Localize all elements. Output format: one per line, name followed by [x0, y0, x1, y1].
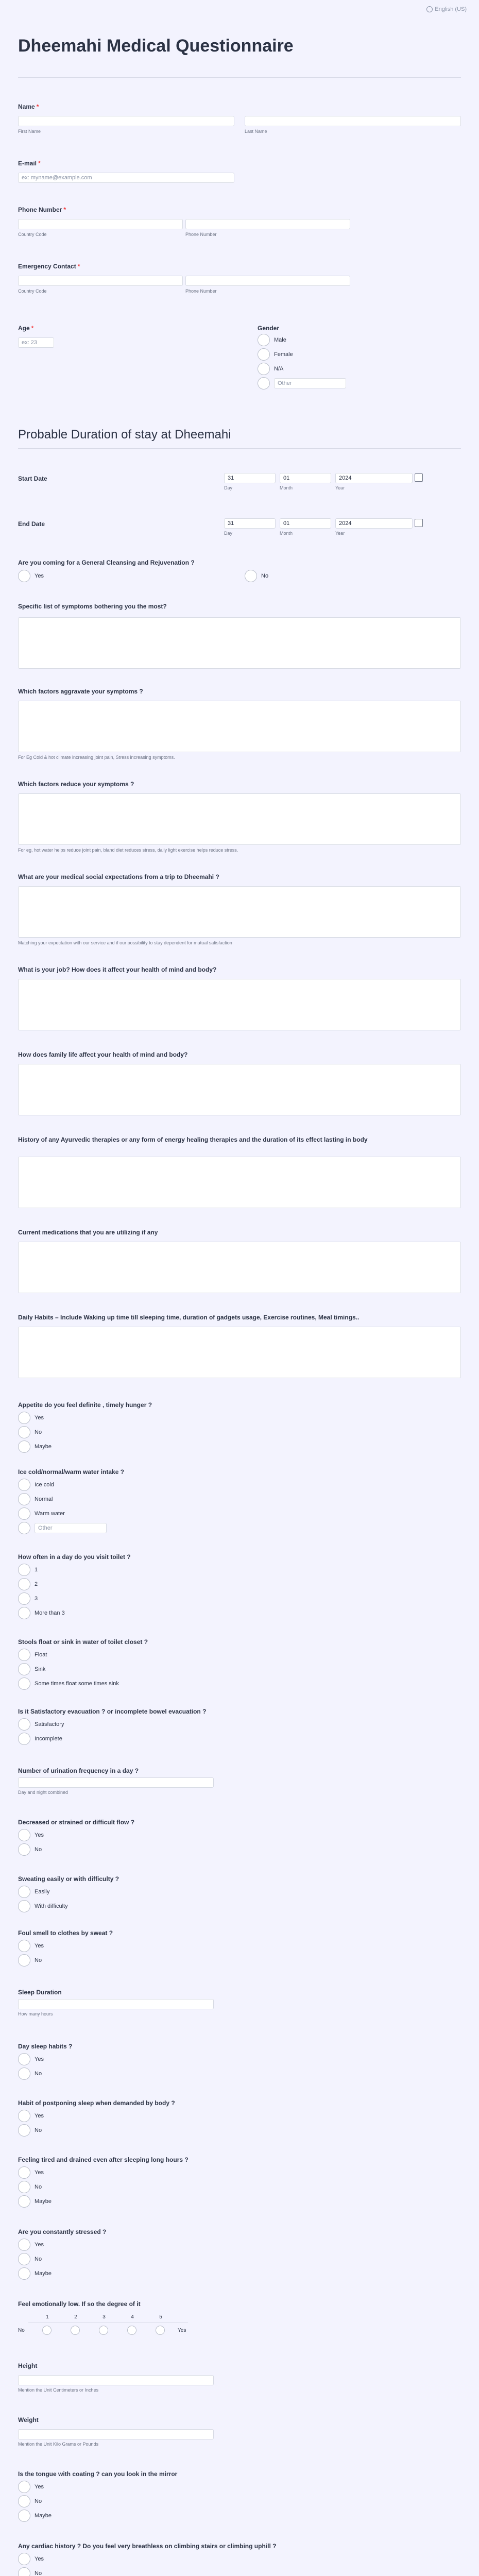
radio-icon[interactable] — [18, 1663, 30, 1675]
start-date-label: Start Date — [18, 475, 47, 482]
gender-option-male[interactable]: Male — [258, 334, 286, 346]
family-label: How does family life affect your health of mind and body? — [18, 1051, 188, 1058]
sweating-option-easily[interactable]: Easily — [18, 1886, 49, 1898]
name-label: Name * — [18, 103, 39, 110]
radio-icon[interactable] — [18, 2567, 30, 2576]
radio-icon[interactable] — [18, 2067, 30, 2080]
sweating-label: Sweating easily or with difficulty ? — [18, 1875, 119, 1883]
ice-option-other[interactable]: Other — [18, 1522, 107, 1534]
weight-input[interactable] — [18, 2429, 214, 2439]
emergency-number-input[interactable] — [185, 276, 350, 286]
weight-hint: Mention the Unit Kilo Grams or Pounds — [18, 2442, 99, 2447]
stressed-label: Are you constantly stressed ? — [18, 2228, 107, 2235]
day-sleep-label: Day sleep habits ? — [18, 2043, 73, 2050]
urination-hint: Day and night combined — [18, 1790, 69, 1795]
gender-option-other[interactable]: Other — [258, 377, 346, 389]
start-month-input[interactable]: 01 — [280, 473, 331, 483]
scale-option-5[interactable] — [156, 2326, 165, 2335]
toilet-option-more[interactable]: More than 3 — [18, 1607, 65, 1619]
radio-icon[interactable] — [18, 2553, 30, 2565]
language-label: English (US) — [435, 6, 467, 12]
ice-option-normal[interactable]: Normal — [18, 1493, 53, 1505]
end-year-input[interactable]: 2024 — [335, 518, 413, 529]
divider — [18, 448, 461, 449]
end-month-sublabel: Month — [280, 531, 293, 536]
tongue-option-yes[interactable]: Yes — [18, 2481, 44, 2493]
radio-icon[interactable] — [18, 2239, 30, 2251]
radio-icon[interactable] — [18, 2253, 30, 2265]
decreased-flow-label: Decreased or strained or difficult flow ? — [18, 1819, 135, 1826]
emergency-country-input[interactable] — [18, 276, 183, 286]
first-name-sublabel: First Name — [18, 129, 41, 134]
height-hint: Mention the Unit Centimeters or Inches — [18, 2387, 99, 2393]
age-input[interactable]: ex: 23 — [18, 337, 54, 348]
start-year-sublabel: Year — [335, 485, 345, 490]
radio-icon[interactable] — [258, 334, 270, 346]
first-name-input[interactable] — [18, 116, 234, 126]
last-name-sublabel: Last Name — [245, 129, 267, 134]
scale-option-3[interactable] — [99, 2326, 108, 2335]
stressed-option-maybe[interactable]: Maybe — [18, 2267, 52, 2280]
end-day-sublabel: Day — [224, 531, 233, 536]
toilet-option-1[interactable]: 1 — [18, 1564, 38, 1576]
radio-icon[interactable] — [18, 1440, 30, 1453]
radio-icon[interactable] — [18, 1412, 30, 1424]
radio-icon[interactable] — [18, 1649, 30, 1661]
habits-label: Daily Habits – Include Waking up time till sleeping time, duration of gadgets usage, Exercise routines, Meal timings.. — [18, 1314, 360, 1321]
appetite-option-yes[interactable]: Yes — [18, 1412, 44, 1424]
phone-number-input[interactable] — [185, 219, 350, 229]
radio-icon[interactable] — [156, 2326, 165, 2335]
general-cleansing-label: Are you coming for a General Cleansing and Rejuvenation ? — [18, 559, 195, 566]
stools-option-float[interactable]: Float — [18, 1649, 47, 1661]
globe-icon — [426, 6, 433, 12]
habits-textarea[interactable] — [18, 1327, 461, 1378]
radio-icon[interactable] — [18, 2510, 30, 2522]
tired-option-maybe[interactable]: Maybe — [18, 2195, 52, 2208]
evacuation-option-incomplete[interactable]: Incomplete — [18, 1733, 62, 1745]
duration-heading: Probable Duration of stay at Dheemahi — [18, 428, 231, 442]
scale-number: 2 — [74, 2314, 77, 2320]
tongue-label: Is the tongue with coating ? can you look in the mirror — [18, 2470, 178, 2478]
radio-icon[interactable] — [18, 1592, 30, 1605]
decreased-option-yes[interactable]: Yes — [18, 1829, 44, 1841]
emotional-label: Feel emotionally low. If so the degree of it — [18, 2300, 141, 2308]
language-selector[interactable] — [426, 6, 467, 12]
scale-option-1[interactable] — [42, 2326, 52, 2335]
scale-high-label: Yes — [178, 2328, 186, 2333]
tired-label: Feeling tired and drained even after sleeping long hours ? — [18, 2156, 189, 2163]
start-day-sublabel: Day — [224, 485, 233, 490]
radio-icon[interactable] — [18, 1426, 30, 1438]
sleep-duration-hint: How many hours — [18, 2011, 53, 2016]
start-day-input[interactable]: 31 — [224, 473, 276, 483]
emergency-label: Emergency Contact * — [18, 263, 80, 270]
radio-icon[interactable] — [18, 2110, 30, 2122]
height-input[interactable] — [18, 2375, 214, 2385]
day-sleep-option-yes[interactable]: Yes — [18, 2053, 44, 2065]
stools-label: Stools float or sink in water of toilet closet ? — [18, 1638, 148, 1646]
start-month-sublabel: Month — [280, 485, 293, 490]
reduce-hint: For eg, hot water helps reduce joint pain, bland diet reduces stress, daily light exercise helps reduce stress. — [18, 848, 238, 853]
radio-icon[interactable] — [71, 2326, 80, 2335]
radio-icon[interactable] — [18, 1493, 30, 1505]
sweating-option-difficulty[interactable]: With difficulty — [18, 1900, 68, 1912]
radio-icon[interactable] — [245, 570, 257, 582]
phone-number-sublabel: Phone Number — [185, 232, 217, 237]
phone-label: Phone Number * — [18, 206, 66, 213]
calendar-icon[interactable] — [415, 473, 423, 482]
scale-number: 5 — [159, 2314, 162, 2320]
appetite-option-no[interactable]: No — [18, 1426, 42, 1438]
postponing-option-no[interactable]: No — [18, 2124, 42, 2137]
email-input[interactable]: ex: myname@example.com — [18, 173, 234, 183]
radio-icon[interactable] — [18, 1578, 30, 1590]
radio-icon[interactable] — [18, 2166, 30, 2179]
evacuation-option-satisfactory[interactable]: Satisfactory — [18, 1718, 64, 1731]
toilet-label: How often in a day do you visit toilet ? — [18, 1553, 131, 1561]
medications-label: Current medications that you are utilizing if any — [18, 1229, 158, 1236]
last-name-input[interactable] — [245, 116, 461, 126]
cardiac-option-no[interactable]: No — [18, 2567, 42, 2576]
foul-option-yes[interactable]: Yes — [18, 1940, 44, 1952]
postponing-label: Habit of postponing sleep when demanded by body ? — [18, 2099, 175, 2107]
form-title: Dheemahi Medical Questionnaire — [18, 36, 294, 56]
expectations-hint: Matching your expectation with our service and if our possibility to stay dependent for mutual satisfaction — [18, 940, 232, 945]
history-label: History of any Ayurvedic therapies or any form of energy healing therapies and the duration of its effect lasting in body — [18, 1136, 368, 1143]
radio-icon[interactable] — [127, 2326, 136, 2335]
radio-icon[interactable] — [18, 1940, 30, 1952]
radio-icon[interactable] — [18, 1479, 30, 1491]
day-sleep-option-no[interactable]: No — [18, 2067, 42, 2080]
end-year-sublabel: Year — [335, 531, 345, 536]
radio-icon[interactable] — [258, 363, 270, 375]
scale-option-2[interactable] — [71, 2326, 80, 2335]
toilet-option-2[interactable]: 2 — [18, 1578, 38, 1590]
phone-country-sublabel: Country Code — [18, 232, 47, 237]
reduce-textarea[interactable] — [18, 793, 461, 845]
scale-low-label: No — [18, 2328, 25, 2333]
email-label: E-mail * — [18, 160, 41, 167]
aggravate-textarea[interactable] — [18, 701, 461, 752]
age-label: Age * — [18, 325, 34, 332]
radio-icon[interactable] — [18, 1607, 30, 1619]
medications-textarea[interactable] — [18, 1242, 461, 1293]
ice-option-warm[interactable]: Warm water — [18, 1507, 65, 1520]
general-option-no[interactable]: No — [245, 570, 268, 582]
radio-icon[interactable] — [18, 1677, 30, 1690]
emergency-number-sublabel: Phone Number — [185, 289, 217, 294]
appetite-option-maybe[interactable]: Maybe — [18, 1440, 52, 1453]
cardiac-label: Any cardiac history ? Do you feel very breathless on climbing stairs or climbing uphill ? — [18, 2543, 277, 2550]
tired-option-no[interactable]: No — [18, 2181, 42, 2193]
appetite-label: Appetite do you feel definite , timely hunger ? — [18, 1401, 152, 1409]
symptoms-textarea[interactable] — [18, 617, 461, 669]
tongue-option-no[interactable]: No — [18, 2495, 42, 2507]
radio-icon[interactable] — [18, 1564, 30, 1576]
tongue-option-maybe[interactable]: Maybe — [18, 2510, 52, 2522]
emergency-country-sublabel: Country Code — [18, 289, 47, 294]
radio-icon[interactable] — [99, 2326, 108, 2335]
sleep-duration-input[interactable] — [18, 1999, 214, 2009]
stools-option-sink[interactable]: Sink — [18, 1663, 45, 1675]
postponing-option-yes[interactable]: Yes — [18, 2110, 44, 2122]
expectations-textarea[interactable] — [18, 886, 461, 938]
stressed-option-yes[interactable]: Yes — [18, 2239, 44, 2251]
start-year-input[interactable]: 2024 — [335, 473, 413, 483]
radio-icon[interactable] — [18, 1522, 30, 1534]
aggravate-hint: For Eg Cold & hot climate increasing joint pain, Stress increasing symptoms. — [18, 755, 175, 760]
gender-option-na[interactable]: N/A — [258, 363, 283, 375]
toilet-option-3[interactable]: 3 — [18, 1592, 38, 1605]
radio-icon[interactable] — [18, 2124, 30, 2137]
radio-icon[interactable] — [18, 2053, 30, 2065]
radio-icon[interactable] — [42, 2326, 52, 2335]
stressed-option-no[interactable]: No — [18, 2253, 42, 2265]
general-option-yes[interactable]: Yes — [18, 570, 44, 582]
end-day-input[interactable]: 31 — [224, 518, 276, 529]
radio-icon[interactable] — [18, 1733, 30, 1745]
stools-option-sometimes[interactable]: Some times float some times sink — [18, 1677, 119, 1690]
expectations-label: What are your medical social expectations from a trip to Dheemahi ? — [18, 873, 219, 880]
scale-number: 1 — [46, 2314, 49, 2320]
radio-icon[interactable] — [18, 1900, 30, 1912]
urination-label: Number of urination frequency in a day ? — [18, 1767, 139, 1774]
job-textarea[interactable] — [18, 979, 461, 1030]
phone-country-input[interactable] — [18, 219, 183, 229]
gender-option-female[interactable]: Female — [258, 348, 293, 361]
radio-icon[interactable] — [18, 2481, 30, 2493]
foul-smell-label: Foul smell to clothes by sweat ? — [18, 1929, 113, 1937]
symptoms-label: Specific list of symptoms bothering you the most? — [18, 603, 167, 610]
radio-icon[interactable] — [18, 1843, 30, 1856]
aggravate-label: Which factors aggravate your symptoms ? — [18, 688, 143, 695]
radio-icon[interactable] — [18, 2181, 30, 2193]
divider — [18, 77, 461, 78]
radio-icon[interactable] — [18, 1954, 30, 1967]
evacuation-label: Is it Satisfactory evacuation ? or incomplete bowel evacuation ? — [18, 1708, 207, 1715]
form-card — [8, 21, 471, 2576]
job-label: What is your job? How does it affect your health of mind and body? — [18, 966, 217, 973]
decreased-option-no[interactable]: No — [18, 1843, 42, 1856]
radio-icon[interactable] — [18, 1718, 30, 1731]
reduce-label: Which factors reduce your symptoms ? — [18, 781, 134, 788]
cardiac-option-yes[interactable]: Yes — [18, 2553, 44, 2565]
sleep-duration-label: Sleep Duration — [18, 1989, 62, 1996]
radio-icon[interactable] — [18, 2495, 30, 2507]
radio-icon[interactable] — [18, 1507, 30, 1520]
radio-icon[interactable] — [18, 1829, 30, 1841]
end-date-label: End Date — [18, 520, 45, 528]
radio-icon[interactable] — [18, 2267, 30, 2280]
urination-input[interactable] — [18, 1777, 214, 1788]
scale-option-4[interactable] — [127, 2326, 136, 2335]
scale-number: 3 — [102, 2314, 106, 2320]
radio-icon[interactable] — [258, 348, 270, 361]
scale-number: 4 — [131, 2314, 134, 2320]
foul-option-no[interactable]: No — [18, 1954, 42, 1967]
calendar-icon[interactable] — [415, 519, 423, 527]
height-label: Height — [18, 2362, 38, 2369]
end-month-input[interactable]: 01 — [280, 518, 331, 529]
ice-option-cold[interactable]: Ice cold — [18, 1479, 54, 1491]
gender-label: Gender — [258, 325, 280, 332]
weight-label: Weight — [18, 2416, 39, 2424]
radio-icon[interactable] — [18, 2195, 30, 2208]
family-textarea[interactable] — [18, 1064, 461, 1115]
radio-icon[interactable] — [258, 377, 270, 389]
tired-option-yes[interactable]: Yes — [18, 2166, 44, 2179]
history-textarea[interactable] — [18, 1157, 461, 1208]
ice-water-label: Ice cold/normal/warm water intake ? — [18, 1468, 125, 1476]
radio-icon[interactable] — [18, 570, 30, 582]
radio-icon[interactable] — [18, 1886, 30, 1898]
